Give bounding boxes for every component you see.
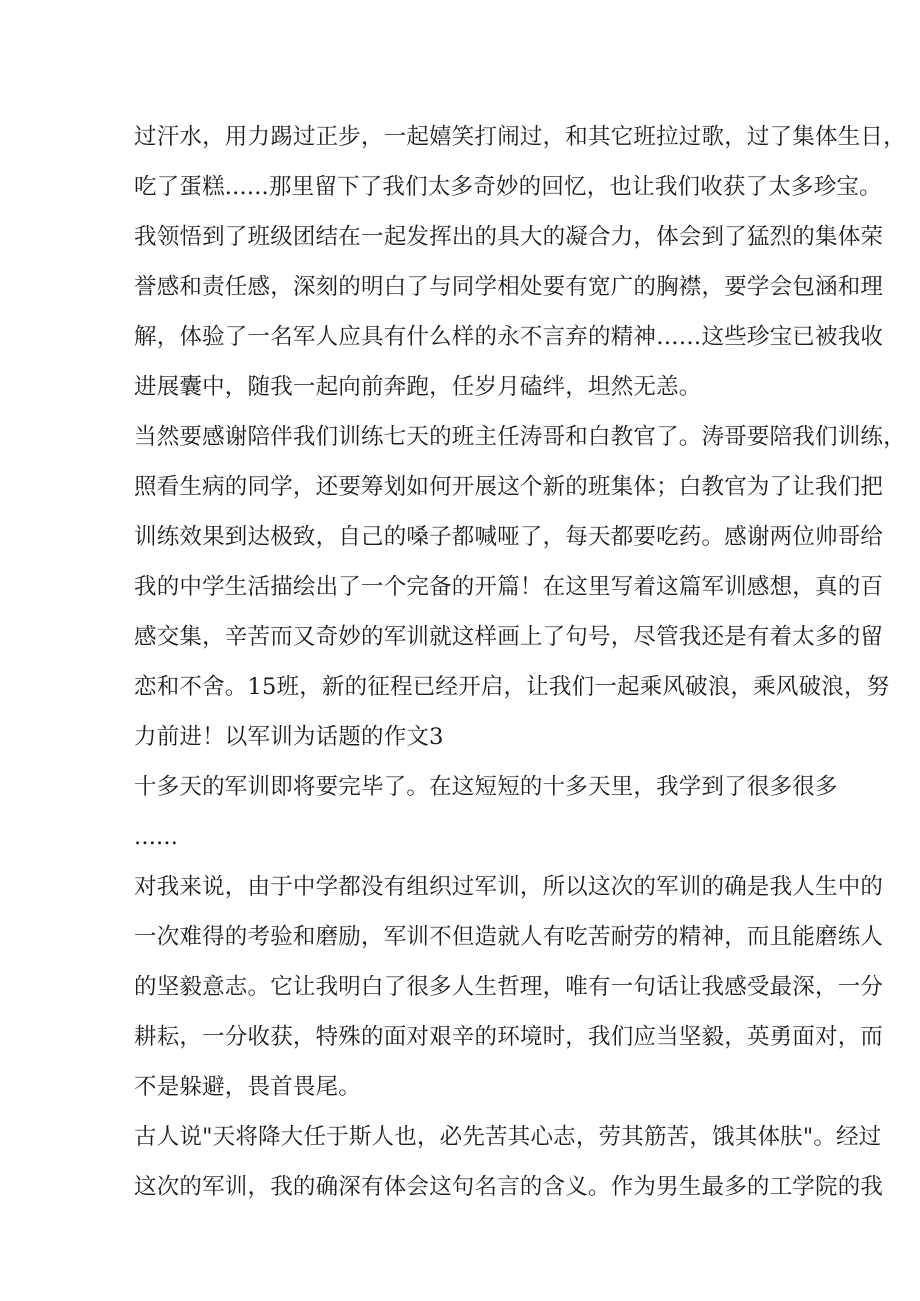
text-line: 当然要感谢陪伴我们训练七天的班主任涛哥和白教官了。涛哥要陪我们训练， (134, 424, 906, 450)
text-line: 耕耘，一分收获，特殊的面对艰辛的环境时，我们应当坚毅，英勇面对，而 (134, 1024, 884, 1050)
text-line: 誉感和责任感，深刻的明白了与同学相处要有宽广的胸襟，要学会包涵和理 (134, 274, 884, 300)
text-line: 我领悟到了班级团结在一起发挥出的具大的凝合力，体会到了猛烈的集体荣 (134, 224, 884, 250)
text-line: 古人说"天将降大任于斯人也，必先苦其心志，劳其筋苦，饿其体肤"。经过 (134, 1124, 882, 1150)
text-line: 训练效果到达极致，自己的嗓子都喊哑了，每天都要吃药。感谢两位帅哥给 (134, 524, 884, 550)
article-body (134, 112, 906, 1212)
text-line: 解，体验了一名军人应具有什么样的永不言弃的精神……这些珍宝已被我收 (134, 324, 884, 350)
text-line: ...... (134, 824, 179, 850)
text-line: 对我来说，由于中学都没有组织过军训，所以这次的军训的确是我人生中的 (134, 874, 884, 900)
text-line: 的坚毅意志。它让我明白了很多人生哲理，唯有一句话让我感受最深，一分 (134, 974, 884, 1000)
text-line: 感交集，辛苦而又奇妙的军训就这样画上了句号，尽管我还是有着太多的留 (134, 624, 884, 650)
text-line: 这次的军训，我的确深有体会这句名言的含义。作为男生最多的工学院的我 (134, 1174, 884, 1200)
text-line: 恋和不舍。15班，新的征程已经开启，让我们一起乘风破浪，乘风破浪，努 (134, 674, 890, 700)
text-line: 我的中学生活描绘出了一个完备的开篇！在这里写着这篇军训感想，真的百 (134, 574, 884, 600)
text-line: 过汗水，用力踢过正步，一起嬉笑打闹过，和其它班拉过歌，过了集体生日， (134, 124, 906, 150)
text-line: 十多天的军训即将要完毕了。在这短短的十多天里，我学到了很多很多 (134, 774, 838, 800)
text-line: 进展囊中，随我一起向前奔跑，任岁月磕绊，坦然无恙。 (134, 374, 702, 400)
text-line: 一次难得的考验和磨励，军训不但造就人有吃苦耐劳的精神，而且能磨练人 (134, 924, 884, 950)
text-line: 不是躲避，畏首畏尾。 (134, 1074, 362, 1100)
text-line: 吃了蛋糕......那里留下了我们太多奇妙的回忆，也让我们收获了太多珍宝。 (134, 174, 882, 200)
text-line: 力前进！以军训为话题的作文3 (134, 724, 444, 750)
text-line: 照看生病的同学，还要筹划如何开展这个新的班集体；白教官为了让我们把 (134, 474, 884, 500)
